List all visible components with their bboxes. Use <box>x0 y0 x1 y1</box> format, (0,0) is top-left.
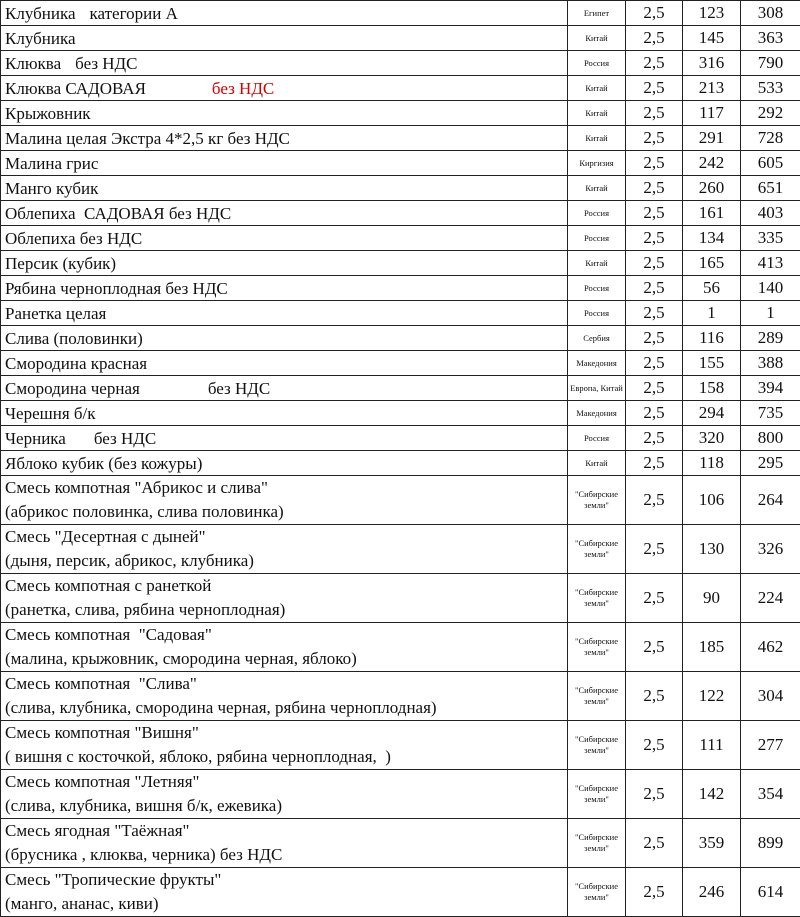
product-name: Смесь компотная "Вишня" ( вишня с косточкой, яблоко, рябина черноплодная, ) <box>1 721 568 770</box>
product-name: Крыжовник <box>1 101 568 126</box>
price-2: 651 <box>741 176 800 201</box>
product-name: Клюква без НДС <box>1 51 568 76</box>
price-1: 161 <box>683 201 741 226</box>
origin: Сербия <box>568 326 626 351</box>
origin: "Сибирские земли" <box>568 476 626 525</box>
pack-size: 2,5 <box>626 525 683 574</box>
product-name: Смородина красная <box>1 351 568 376</box>
product-note: без НДС <box>208 379 270 398</box>
price-2: 462 <box>741 623 800 672</box>
table-row <box>1 376 800 401</box>
pack-size: 2,5 <box>626 476 683 525</box>
price-1: 118 <box>683 451 741 476</box>
origin: Россия <box>568 51 626 76</box>
price-1: 56 <box>683 276 741 301</box>
product-name: Облепиха без НДС <box>1 226 568 251</box>
table-row <box>1 251 800 276</box>
table-row <box>1 51 800 76</box>
table-row <box>1 770 800 819</box>
price-1: 134 <box>683 226 741 251</box>
pack-size: 2,5 <box>626 672 683 721</box>
price-2: 728 <box>741 126 800 151</box>
product-name: Смесь компотная с ранеткой (ранетка, слива, рябина черноплодная) <box>1 574 568 623</box>
price-1: 142 <box>683 770 741 819</box>
product-composition: ( вишня с косточкой, яблоко, рябина черноплодная, ) <box>5 745 567 769</box>
pack-size: 2,5 <box>626 201 683 226</box>
price-1: 294 <box>683 401 741 426</box>
product-name: Слива (половинки) <box>1 326 568 351</box>
price-2: 533 <box>741 76 800 101</box>
product-name: Ранетка целая <box>1 301 568 326</box>
origin: "Сибирские земли" <box>568 672 626 721</box>
price-2: 735 <box>741 401 800 426</box>
price-2: 277 <box>741 721 800 770</box>
table-row <box>1 176 800 201</box>
pack-size: 2,5 <box>626 451 683 476</box>
price-1: 246 <box>683 868 741 917</box>
table-row <box>1 101 800 126</box>
origin: "Сибирские земли" <box>568 525 626 574</box>
pack-size: 2,5 <box>626 623 683 672</box>
product-composition: (брусника , клюква, черника) без НДС <box>5 843 567 867</box>
product-name: Смесь компотная "Абрикос и слива" (абрикос половинка, слива половинка) <box>1 476 568 525</box>
pack-size: 2,5 <box>626 401 683 426</box>
product-name: Смесь компотная "Слива" (слива, клубника, смородина черная, рябина черноплодная) <box>1 672 568 721</box>
product-name: Смородина черная без НДС <box>1 376 568 401</box>
table-row <box>1 326 800 351</box>
product-name: Смесь компотная "Садовая" (малина, крыжовник, смородина черная, яблоко) <box>1 623 568 672</box>
product-name: Клубника категории А <box>1 1 568 26</box>
pack-size: 2,5 <box>626 151 683 176</box>
origin: Китай <box>568 251 626 276</box>
pack-size: 2,5 <box>626 819 683 868</box>
pack-size: 2,5 <box>626 868 683 917</box>
price-1: 90 <box>683 574 741 623</box>
origin: Китай <box>568 26 626 51</box>
price-2: 388 <box>741 351 800 376</box>
table-row <box>1 623 800 672</box>
price-2: 403 <box>741 201 800 226</box>
product-composition: (манго, ананас, киви) <box>5 892 567 916</box>
product-composition: (ранетка, слива, рябина черноплодная) <box>5 598 567 622</box>
table-row <box>1 276 800 301</box>
table-row <box>1 351 800 376</box>
product-note: категории А <box>90 4 178 23</box>
pack-size: 2,5 <box>626 51 683 76</box>
pack-size: 2,5 <box>626 426 683 451</box>
price-2: 363 <box>741 26 800 51</box>
pack-size: 2,5 <box>626 1 683 26</box>
price-2: 800 <box>741 426 800 451</box>
table-row <box>1 426 800 451</box>
product-name: Смесь компотная "Летняя" (слива, клубника, вишня б/к, ежевика) <box>1 770 568 819</box>
price-2: 140 <box>741 276 800 301</box>
origin: Китай <box>568 176 626 201</box>
origin: "Сибирские земли" <box>568 819 626 868</box>
price-1: 359 <box>683 819 741 868</box>
product-name: Яблоко кубик (без кожуры) <box>1 451 568 476</box>
origin: Македония <box>568 351 626 376</box>
pack-size: 2,5 <box>626 574 683 623</box>
table-row <box>1 401 800 426</box>
table-row <box>1 574 800 623</box>
product-name: Клубника <box>1 26 568 51</box>
table-row <box>1 525 800 574</box>
price-1: 185 <box>683 623 741 672</box>
pack-size: 2,5 <box>626 376 683 401</box>
price-1: 213 <box>683 76 741 101</box>
table-row <box>1 672 800 721</box>
origin: Россия <box>568 226 626 251</box>
pack-size: 2,5 <box>626 251 683 276</box>
origin: "Сибирские земли" <box>568 721 626 770</box>
price-2: 605 <box>741 151 800 176</box>
price-1: 116 <box>683 326 741 351</box>
price-1: 291 <box>683 126 741 151</box>
price-1: 106 <box>683 476 741 525</box>
origin: Россия <box>568 426 626 451</box>
pack-size: 2,5 <box>626 301 683 326</box>
pack-size: 2,5 <box>626 351 683 376</box>
price-2: 224 <box>741 574 800 623</box>
table-row <box>1 151 800 176</box>
price-1: 316 <box>683 51 741 76</box>
origin: Китай <box>568 451 626 476</box>
product-name: Черника без НДС <box>1 426 568 451</box>
product-name: Персик (кубик) <box>1 251 568 276</box>
product-composition: (слива, клубника, смородина черная, рябина черноплодная) <box>5 696 567 720</box>
price-2: 326 <box>741 525 800 574</box>
product-name: Черешня б/к <box>1 401 568 426</box>
price-1: 130 <box>683 525 741 574</box>
price-2: 899 <box>741 819 800 868</box>
origin: "Сибирские земли" <box>568 770 626 819</box>
origin: "Сибирские земли" <box>568 868 626 917</box>
price-1: 242 <box>683 151 741 176</box>
origin: Китай <box>568 101 626 126</box>
pack-size: 2,5 <box>626 76 683 101</box>
product-name: Малина грис <box>1 151 568 176</box>
price-2: 1 <box>741 301 800 326</box>
price-1: 117 <box>683 101 741 126</box>
price-2: 614 <box>741 868 800 917</box>
pack-size: 2,5 <box>626 276 683 301</box>
price-2: 394 <box>741 376 800 401</box>
product-name: Смесь "Десертная с дыней" (дыня, персик, абрикос, клубника) <box>1 525 568 574</box>
product-name: Манго кубик <box>1 176 568 201</box>
price-1: 122 <box>683 672 741 721</box>
product-composition: (слива, клубника, вишня б/к, ежевика) <box>5 794 567 818</box>
product-composition: (малина, крыжовник, смородина черная, яблоко) <box>5 647 567 671</box>
product-name: Клюква САДОВАЯ без НДС <box>1 76 568 101</box>
price-1: 145 <box>683 26 741 51</box>
product-composition: (дыня, персик, абрикос, клубника) <box>5 549 567 573</box>
price-1: 158 <box>683 376 741 401</box>
price-2: 292 <box>741 101 800 126</box>
origin: Киргизия <box>568 151 626 176</box>
pack-size: 2,5 <box>626 226 683 251</box>
price-1: 1 <box>683 301 741 326</box>
product-name: Смесь "Тропические фрукты" (манго, ананас, киви) <box>1 868 568 917</box>
pack-size: 2,5 <box>626 176 683 201</box>
product-name: Смесь ягодная "Таёжная" (брусника , клюква, черника) без НДС <box>1 819 568 868</box>
pack-size: 2,5 <box>626 721 683 770</box>
table-row <box>1 819 800 868</box>
origin: Россия <box>568 201 626 226</box>
product-name: Рябина черноплодная без НДС <box>1 276 568 301</box>
product-composition: (абрикос половинка, слива половинка) <box>5 500 567 524</box>
table-row <box>1 26 800 51</box>
price-2: 308 <box>741 1 800 26</box>
price-1: 123 <box>683 1 741 26</box>
product-name: Облепиха САДОВАЯ без НДС <box>1 201 568 226</box>
product-note: без НДС <box>75 54 137 73</box>
price-2: 295 <box>741 451 800 476</box>
origin: "Сибирские земли" <box>568 574 626 623</box>
price-2: 790 <box>741 51 800 76</box>
origin: Китай <box>568 76 626 101</box>
table-row <box>1 1 800 26</box>
origin: Македония <box>568 401 626 426</box>
table-row <box>1 226 800 251</box>
origin: Россия <box>568 276 626 301</box>
price-2: 354 <box>741 770 800 819</box>
table-row <box>1 868 800 917</box>
pack-size: 2,5 <box>626 126 683 151</box>
product-name: Малина целая Экстра 4*2,5 кг без НДС <box>1 126 568 151</box>
table-row <box>1 476 800 525</box>
pack-size: 2,5 <box>626 26 683 51</box>
price-1: 165 <box>683 251 741 276</box>
price-1: 155 <box>683 351 741 376</box>
pack-size: 2,5 <box>626 101 683 126</box>
table-row <box>1 451 800 476</box>
price-1: 320 <box>683 426 741 451</box>
price-2: 335 <box>741 226 800 251</box>
origin: "Сибирские земли" <box>568 623 626 672</box>
price-2: 289 <box>741 326 800 351</box>
origin: Россия <box>568 301 626 326</box>
table-row <box>1 301 800 326</box>
origin: Египет <box>568 1 626 26</box>
origin: Европа, Китай <box>568 376 626 401</box>
price-1: 111 <box>683 721 741 770</box>
price-2: 413 <box>741 251 800 276</box>
pack-size: 2,5 <box>626 326 683 351</box>
product-note: без НДС <box>212 79 274 98</box>
origin: Китай <box>568 126 626 151</box>
price-2: 264 <box>741 476 800 525</box>
table-row <box>1 201 800 226</box>
table-row <box>1 126 800 151</box>
price-1: 260 <box>683 176 741 201</box>
product-note: без НДС <box>94 429 156 448</box>
table-row <box>1 76 800 101</box>
pack-size: 2,5 <box>626 770 683 819</box>
price-2: 304 <box>741 672 800 721</box>
table-row <box>1 721 800 770</box>
